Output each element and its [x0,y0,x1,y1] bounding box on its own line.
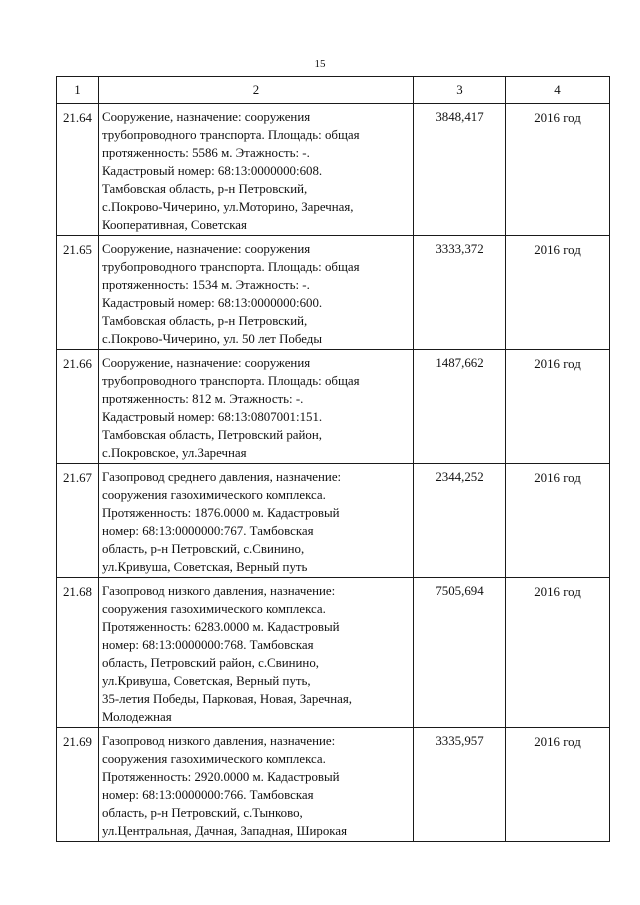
row-description [99,350,414,464]
description-line: область, р-н Петровский, с.Свинино, [102,542,305,556]
table-row [57,464,610,578]
description-line: Кадастровый номер: 68:13:0000000:600. [102,296,323,310]
description-line: протяженность: 812 м. Этажность: -. [102,392,304,406]
description-line: Кооперативная, Советская [102,218,247,232]
description-line: с.Покровское, ул.Заречная [102,446,247,460]
row-description [99,578,414,728]
description-line: Тамбовская область, Петровский район, [102,428,322,442]
table-row [57,578,610,728]
description-line: номер: 68:13:0000000:766. Тамбовская [102,788,314,802]
row-value: 2344,252 [414,464,506,578]
description-line: сооружения газохимического комплекса. [102,488,326,502]
row-number: 21.66 [57,350,99,464]
page-number: 15 [314,58,326,70]
row-value: 3333,372 [414,236,506,350]
description-line: Протяженность: 1876.0000 м. Кадастровый [102,506,340,520]
row-description [99,104,414,236]
table-row [57,236,610,350]
description-line: номер: 68:13:0000000:767. Тамбовская [102,524,314,538]
description-line: номер: 68:13:0000000:768. Тамбовская [102,638,314,652]
description-line: сооружения газохимического комплекса. [102,752,326,766]
description-line: Тамбовская область, р-н Петровский, [102,314,308,328]
description-line: ул.Кривуша, Советская, Верный путь [102,560,308,574]
row-number: 21.68 [57,578,99,728]
description-line: 35-летия Победы, Парковая, Новая, Заречная, [102,692,352,706]
description-line: протяженность: 5586 м. Этажность: -. [102,146,310,160]
row-value: 3848,417 [414,104,506,236]
description-line: с.Покрово-Чичерино, ул.Моторино, Заречная, [102,200,354,214]
description-line: с.Покрово-Чичерино, ул. 50 лет Победы [102,332,322,346]
description-line: область, Петровский район, с.Свинино, [102,656,319,670]
description-line: Сооружение, назначение: сооружения [102,110,311,124]
description-line: трубопроводного транспорта. Площадь: общая [102,128,360,142]
description-line: Сооружение, назначение: сооружения [102,356,311,370]
row-value: 1487,662 [414,350,506,464]
description-line: Кадастровый номер: 68:13:0000000:608. [102,164,323,178]
description-line: Газопровод среднего давления, назначение: [102,470,342,484]
description-line: ул.Центральная, Дачная, Западная, Широкая [102,824,348,838]
row-year: 2016 год [506,728,610,842]
row-number: 21.67 [57,464,99,578]
row-description [99,464,414,578]
description-line: Газопровод низкого давления, назначение: [102,734,336,748]
description-line: трубопроводного транспорта. Площадь: общая [102,260,360,274]
table-body [57,104,610,842]
description-line: Кадастровый номер: 68:13:0807001:151. [102,410,323,424]
column-header: 2 [99,77,414,104]
row-year: 2016 год [506,350,610,464]
description-line: Сооружение, назначение: сооружения [102,242,311,256]
table-row [57,350,610,464]
description-line: трубопроводного транспорта. Площадь: общая [102,374,360,388]
description-line: Молодежная [102,710,172,724]
description-line: Протяженность: 6283.0000 м. Кадастровый [102,620,340,634]
column-header: 4 [506,77,610,104]
row-value: 7505,694 [414,578,506,728]
description-line: Протяженность: 2920.0000 м. Кадастровый [102,770,340,784]
description-line: протяженность: 1534 м. Этажность: -. [102,278,310,292]
row-value: 3335,957 [414,728,506,842]
row-year: 2016 год [506,464,610,578]
property-table [56,76,610,842]
row-number: 21.69 [57,728,99,842]
row-year: 2016 год [506,104,610,236]
column-header: 3 [414,77,506,104]
table-row [57,728,610,842]
row-description [99,236,414,350]
description-line: сооружения газохимического комплекса. [102,602,326,616]
table-header-row [57,77,610,104]
row-year: 2016 год [506,236,610,350]
description-line: область, р-н Петровский, с.Тынково, [102,806,303,820]
row-description [99,728,414,842]
description-line: Газопровод низкого давления, назначение: [102,584,336,598]
description-line: Тамбовская область, р-н Петровский, [102,182,308,196]
row-number: 21.64 [57,104,99,236]
table-row [57,104,610,236]
row-number: 21.65 [57,236,99,350]
column-header: 1 [57,77,99,104]
description-line: ул.Кривуша, Советская, Верный путь, [102,674,311,688]
row-year: 2016 год [506,578,610,728]
